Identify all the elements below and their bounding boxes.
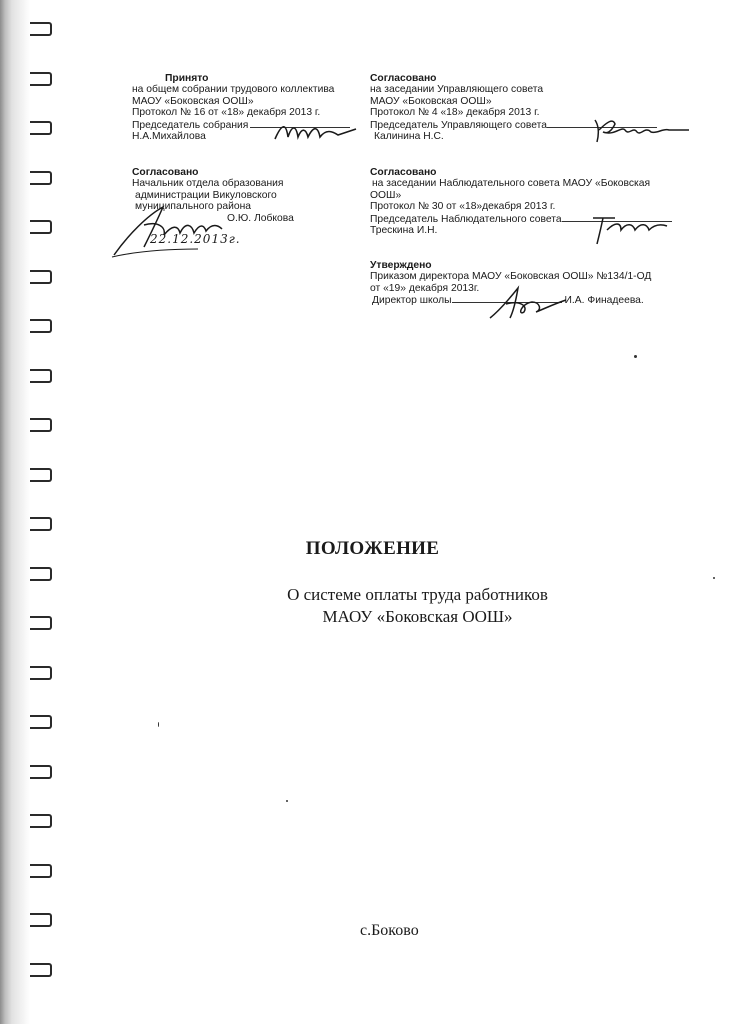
agreed-supervisory-line-4: Председатель Наблюдательного совета xyxy=(370,213,672,225)
document-subtitle-line-2: МАОУ «Боковская ООШ» xyxy=(322,607,513,626)
spiral-binding-ring-icon xyxy=(30,963,52,977)
agreed-council-line-2: МАОУ «Боковская ООШ» xyxy=(370,95,492,107)
agreed-supervisory-heading: Согласовано xyxy=(370,167,437,178)
approved-heading: Утверждено xyxy=(370,260,432,271)
agreed-council-line-1: на заседании Управляющего совета xyxy=(370,84,544,96)
agreed-council-line-5: Калинина Н.С. xyxy=(374,131,444,143)
spiral-binding-ring-icon xyxy=(30,418,52,432)
scan-speck xyxy=(713,577,715,579)
spiral-binding-ring-icon xyxy=(30,270,52,284)
accepted-signature-icon xyxy=(270,117,360,147)
agreed-education-line-1: Начальник отдела образования xyxy=(132,178,284,190)
spiral-binding-ring-icon xyxy=(30,121,52,135)
accepted-line-5: Н.А.Михайлова xyxy=(132,131,206,143)
agreed-supervisory-line-5: Трескина И.Н. xyxy=(370,225,438,237)
spiral-binding-ring-icon xyxy=(30,22,52,36)
approved-line-3: Директор школы И.А. Финадеева. xyxy=(372,295,644,307)
approved-signature-icon xyxy=(480,280,575,325)
document-place: с.Боково xyxy=(360,922,419,939)
agreed-education-heading: Согласовано xyxy=(132,167,199,178)
agreed-supervisory-signature-icon xyxy=(585,208,675,248)
spiral-binding-ring-icon xyxy=(30,220,52,234)
spiral-binding-ring-icon xyxy=(30,72,52,86)
spiral-binding-ring-icon xyxy=(30,814,52,828)
spiral-binding-ring-icon xyxy=(30,517,52,531)
agreed-education-handwritten-date: 22.12.2013г. xyxy=(150,232,241,246)
spiral-binding-ring-icon xyxy=(30,369,52,383)
agreed-education-line-4: О.Ю. Лобкова xyxy=(227,212,294,224)
agreed-council-heading: Согласовано xyxy=(370,73,437,84)
agreed-council-line-4: Председатель Управляющего совета xyxy=(370,119,657,131)
agreed-council-signature-icon xyxy=(585,112,695,146)
scan-speck xyxy=(286,800,288,802)
spiral-binding-ring-icon xyxy=(30,913,52,927)
spiral-binding xyxy=(0,0,60,1024)
spiral-binding-ring-icon xyxy=(30,171,52,185)
agreed-education-line-2: администрации Викуловского xyxy=(135,189,277,201)
spiral-binding-ring-icon xyxy=(30,468,52,482)
spiral-binding-ring-icon xyxy=(30,666,52,680)
agreed-supervisory-line-2: ООШ» xyxy=(370,189,402,201)
approved-line-2: от «19» декабря 2013г. xyxy=(370,282,480,294)
agreed-education-signature-icon xyxy=(108,195,263,265)
approved-line-1: Приказом директора МАОУ «Боковская ООШ» №134/1-ОД xyxy=(370,271,652,283)
accepted-heading: Принято xyxy=(165,73,209,84)
accepted-line-4: Председатель собрания xyxy=(132,119,350,131)
accepted-line-3: Протокол № 16 от «18» декабря 2013 г. xyxy=(132,107,321,119)
spiral-binding-ring-icon xyxy=(30,715,52,729)
spiral-binding-ring-icon xyxy=(30,319,52,333)
scan-speck xyxy=(634,355,637,358)
agreed-education-line-3: муниципального района xyxy=(135,201,251,213)
document-title: ПОЛОЖЕНИЕ xyxy=(305,538,440,559)
spiral-binding-ring-icon xyxy=(30,765,52,779)
document-subtitle-line-1: О системе оплаты труда работников xyxy=(287,585,548,604)
spiral-binding-ring-icon xyxy=(30,567,52,581)
agreed-council-line-3: Протокол № 4 «18» декабря 2013 г. xyxy=(370,107,540,119)
scan-speck xyxy=(158,722,159,727)
agreed-supervisory-line-3: Протокол № 30 от «18»декабря 2013 г. xyxy=(370,201,556,213)
spiral-binding-ring-icon xyxy=(30,864,52,878)
accepted-line-1: на общем собрании трудового коллектива xyxy=(132,84,335,96)
agreed-supervisory-line-1: на заседании Наблюдательного совета МАОУ «Боковская xyxy=(372,178,651,190)
accepted-line-2: МАОУ «Боковская ООШ» xyxy=(132,95,254,107)
